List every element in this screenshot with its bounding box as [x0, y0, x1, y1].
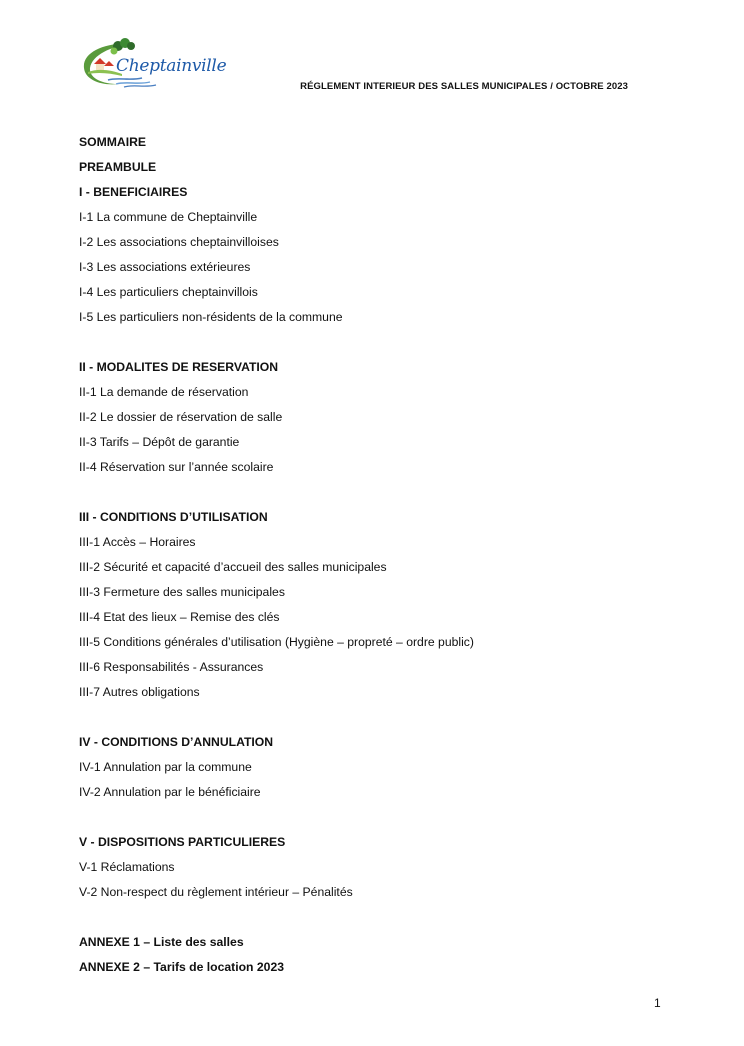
toc-entry: I-4 Les particuliers cheptainvillois [79, 285, 258, 299]
toc-entry: I-2 Les associations cheptainvilloises [79, 235, 279, 249]
toc-entry: IV-1 Annulation par la commune [79, 760, 252, 774]
toc-entry: III-5 Conditions générales d’utilisation (Hygiène – propreté – ordre public) [79, 635, 474, 649]
toc-entry: I-1 La commune de Cheptainville [79, 210, 258, 224]
section-spacer [79, 805, 679, 830]
page-number: 1 [654, 996, 661, 1010]
toc-entry: III-1 Accès – Horaires [79, 535, 196, 549]
toc-entry: II-2 Le dossier de réservation de salle [79, 410, 283, 424]
toc-entry: II-3 Tarifs – Dépôt de garantie [79, 435, 240, 449]
toc-entry: III-6 Responsabilités - Assurances [79, 660, 264, 674]
logo-text: Cheptainville [116, 56, 227, 76]
toc-heading: ANNEXE 1 – Liste des salles [79, 935, 244, 949]
toc-entry: III-4 Etat des lieux – Remise des clés [79, 610, 280, 624]
table-of-contents [79, 130, 679, 980]
toc-entry: I-3 Les associations extérieures [79, 260, 251, 274]
toc-entry: III-3 Fermeture des salles municipales [79, 585, 285, 599]
toc-heading: II - MODALITES DE RESERVATION [79, 360, 279, 374]
toc-entry: III-7 Autres obligations [79, 685, 200, 699]
toc-entry: V-1 Réclamations [79, 860, 175, 874]
document-header-title: RÉGLEMENT INTERIEUR DES SALLES MUNICIPALES / OCTOBRE 2023 [300, 81, 628, 92]
toc-heading: ANNEXE 2 – Tarifs de location 2023 [79, 960, 285, 974]
toc-entry: V-2 Non-respect du règlement intérieur – Pénalités [79, 885, 353, 899]
cheptainville-logo [78, 34, 227, 94]
toc-heading: SOMMAIRE [79, 135, 147, 149]
section-spacer [79, 480, 679, 505]
toc-entry: IV-2 Annulation par le bénéficiaire [79, 785, 261, 799]
toc-heading: IV - CONDITIONS D’ANNULATION [79, 735, 274, 749]
section-spacer [79, 905, 679, 930]
toc-entry: II-4 Réservation sur l’année scolaire [79, 460, 274, 474]
toc-entry: III-2 Sécurité et capacité d’accueil des salles municipales [79, 560, 387, 574]
section-spacer [79, 705, 679, 730]
toc-entry: II-1 La demande de réservation [79, 385, 249, 399]
toc-heading: I - BENEFICIAIRES [79, 185, 188, 199]
toc-heading: V - DISPOSITIONS PARTICULIERES [79, 835, 286, 849]
section-spacer [79, 330, 679, 355]
toc-entry: I-5 Les particuliers non-résidents de la commune [79, 310, 343, 324]
toc-heading: III - CONDITIONS D’UTILISATION [79, 510, 268, 524]
toc-heading: PREAMBULE [79, 160, 157, 174]
